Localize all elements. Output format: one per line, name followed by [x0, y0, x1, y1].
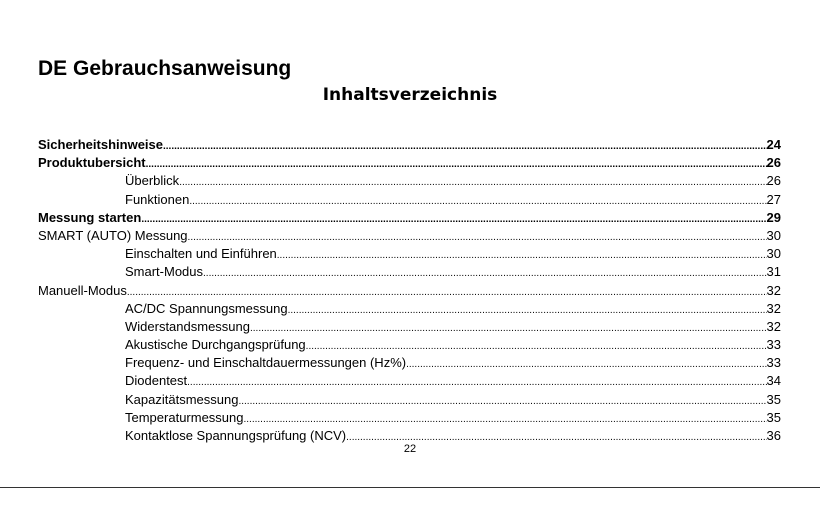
toc-entry-page: 33 — [766, 355, 781, 371]
toc-entry-label: Akustische Durchgangsprüfung — [125, 337, 306, 353]
page-heading: DE Gebrauchsanweisung — [38, 57, 292, 80]
toc-entry[interactable] — [38, 391, 781, 409]
toc-entry-page: 32 — [766, 318, 781, 334]
toc-entry-label: Sicherheitshinweise — [38, 137, 163, 152]
toc-entry-page: 36 — [766, 428, 781, 443]
toc-leader-dots — [238, 393, 766, 411]
toc-leader-dots — [187, 374, 766, 392]
toc-leader-dots — [179, 174, 766, 192]
toc-entry-page: 26 — [766, 155, 781, 171]
toc-entry-label: Kapazitätsmessung — [125, 391, 239, 407]
toc-leader-dots — [277, 247, 767, 265]
toc-entry-label: Manuell-Modus — [38, 282, 127, 298]
toc-entry-label: Produktubersicht — [38, 155, 146, 171]
toc-entry-page: 31 — [766, 264, 781, 280]
toc-entry[interactable] — [38, 172, 781, 190]
footer-rule — [0, 487, 820, 488]
toc-entry-label: Funktionen — [125, 191, 190, 207]
toc-title: Inhaltsverzeichnis — [322, 85, 498, 105]
toc-entry[interactable] — [38, 263, 781, 281]
toc-entry[interactable] — [38, 245, 781, 263]
toc-entry-page: 30 — [766, 246, 781, 262]
toc-entry-label: Temperaturmessung — [125, 409, 244, 425]
toc-entry-page: 29 — [766, 209, 781, 225]
toc-entry[interactable] — [38, 336, 781, 354]
toc-entry-page: 32 — [766, 282, 781, 298]
toc-entry-label: Diodentest — [125, 373, 188, 389]
toc-leader-dots — [203, 265, 767, 283]
toc-entry-page: 27 — [766, 191, 781, 207]
toc-leader-dots — [146, 156, 767, 174]
toc-entry-label: AC/DC Spannungsmessung — [125, 300, 288, 316]
toc-entry-page: 30 — [766, 227, 781, 243]
toc-entry[interactable] — [38, 409, 781, 427]
toc-entry-page: 26 — [766, 173, 781, 189]
toc-entry-page: 34 — [766, 373, 781, 389]
toc-leader-dots — [189, 193, 766, 211]
toc-leader-dots — [250, 320, 767, 338]
toc-entry-label: Einschalten und Einführen — [125, 246, 277, 262]
toc-entry[interactable] — [38, 282, 781, 300]
toc-entry[interactable] — [38, 300, 781, 318]
toc-entry-label: Smart-Modus — [125, 264, 204, 280]
toc-leader-dots — [141, 211, 766, 229]
toc-leader-dots — [406, 356, 766, 374]
toc-entry-label: Frequenz- und Einschaltdauermessungen (Hz%) — [125, 355, 407, 371]
toc-entry[interactable] — [38, 154, 781, 172]
toc-entry[interactable] — [38, 136, 781, 154]
toc-entry-label: Überblick — [125, 173, 180, 189]
table-of-contents — [38, 136, 781, 445]
toc-leader-dots — [288, 302, 767, 320]
toc-entry-page: 32 — [766, 300, 781, 316]
toc-leader-dots — [163, 138, 767, 156]
toc-entry[interactable] — [38, 372, 781, 390]
toc-entry[interactable] — [38, 318, 781, 336]
toc-entry-page: 33 — [766, 337, 781, 353]
toc-entry[interactable] — [38, 227, 781, 245]
toc-entry-label: Widerstandsmessung — [125, 318, 250, 334]
toc-entry[interactable] — [38, 191, 781, 209]
toc-entry[interactable] — [38, 209, 781, 227]
toc-entry-label: Kontaktlose Spannungsprüfung (NCV) — [125, 428, 347, 443]
toc-entry-page: 35 — [766, 409, 781, 425]
toc-entry-label: Messung starten — [38, 209, 142, 225]
toc-entry[interactable] — [38, 354, 781, 372]
toc-entry-page: 24 — [766, 137, 781, 152]
toc-entry-label: SMART (AUTO) Messung — [38, 227, 188, 243]
toc-entry-page: 35 — [766, 391, 781, 407]
page-number: 22 — [403, 443, 417, 455]
